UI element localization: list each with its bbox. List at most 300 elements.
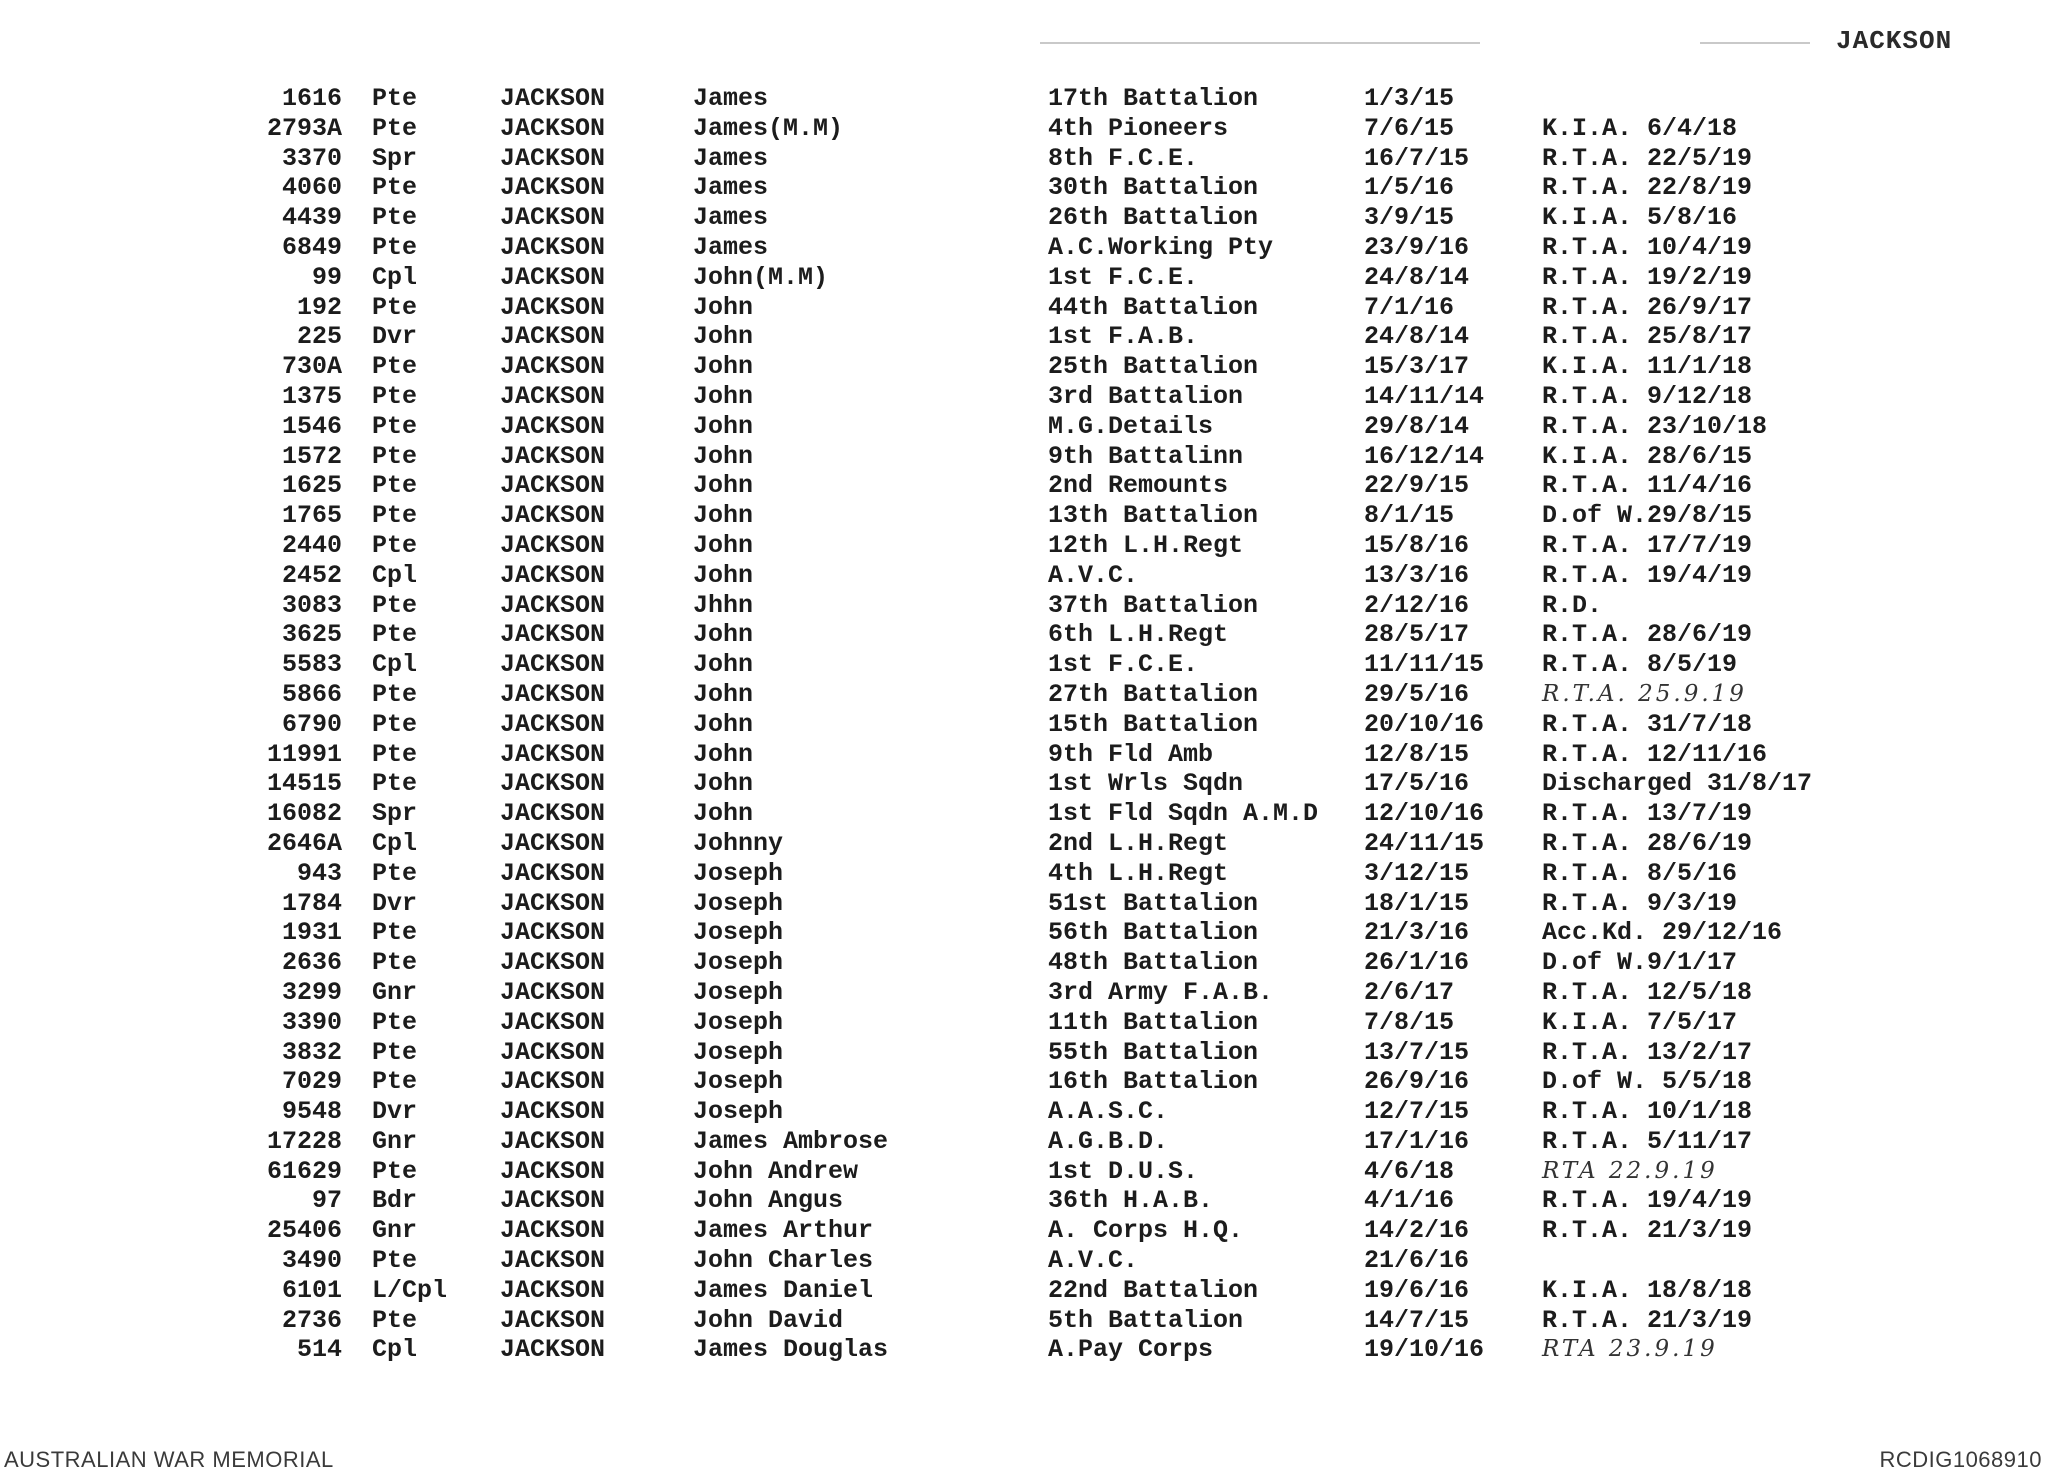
- service-number: 6849: [281, 232, 342, 262]
- record-row: [0, 203, 2048, 233]
- record-row: [0, 1038, 2048, 1068]
- given-names: James: [693, 173, 769, 203]
- given-names: John David: [693, 1305, 844, 1335]
- service-number: 2793A: [266, 113, 342, 143]
- rank: Pte: [372, 173, 418, 203]
- enlistment-date: 14/2/16: [1364, 1216, 1470, 1246]
- surname: JACKSON: [500, 620, 606, 650]
- fate: R.T.A. 19/4/19: [1542, 1186, 1753, 1216]
- unit: 6th L.H.Regt: [1048, 620, 1229, 650]
- unit: 8th F.C.E.: [1048, 143, 1199, 173]
- given-names: John Andrew: [693, 1156, 859, 1186]
- record-row: [0, 1335, 2048, 1365]
- fate: Acc.Kd. 29/12/16: [1542, 918, 1783, 948]
- fate: R.T.A. 10/1/18: [1542, 1097, 1753, 1127]
- given-names: John: [693, 560, 754, 590]
- unit: A. Corps H.Q.: [1048, 1216, 1244, 1246]
- enlistment-date: 19/10/16: [1364, 1335, 1485, 1365]
- unit: A.Pay Corps: [1048, 1335, 1214, 1365]
- fate: D.of W.9/1/17: [1542, 948, 1738, 978]
- rank: Pte: [372, 441, 418, 471]
- fate: RTA 22.9.19: [1542, 1157, 1718, 1184]
- enlistment-date: 23/9/16: [1364, 232, 1470, 262]
- rank: Cpl: [372, 560, 418, 590]
- header-rule-right: [1700, 42, 1810, 44]
- rank: Pte: [372, 1305, 418, 1335]
- rank: Dvr: [372, 1097, 418, 1127]
- unit: 27th Battalion: [1048, 679, 1259, 709]
- given-names: John: [693, 441, 754, 471]
- fate: R.T.A. 13/7/19: [1542, 799, 1753, 829]
- unit: 56th Battalion: [1048, 918, 1259, 948]
- unit: 48th Battalion: [1048, 948, 1259, 978]
- service-number: 225: [296, 322, 342, 352]
- surname: JACKSON: [500, 1007, 606, 1037]
- surname: JACKSON: [500, 411, 606, 441]
- enlistment-date: 15/3/17: [1364, 352, 1470, 382]
- enlistment-date: 18/1/15: [1364, 888, 1470, 918]
- surname: JACKSON: [500, 441, 606, 471]
- unit: 1st Fld Sqdn A.M.D: [1048, 799, 1319, 829]
- service-number: 2452: [281, 560, 342, 590]
- enlistment-date: 4/1/16: [1364, 1186, 1455, 1216]
- fate: K.I.A. 6/4/18: [1542, 113, 1738, 143]
- fate: R.D.: [1542, 590, 1603, 620]
- surname: JACKSON: [500, 1305, 606, 1335]
- unit: 3rd Battalion: [1048, 381, 1244, 411]
- enlistment-date: 14/11/14: [1364, 381, 1485, 411]
- service-number: 61629: [266, 1156, 342, 1186]
- enlistment-date: 13/7/15: [1364, 1037, 1470, 1067]
- unit: 3rd Army F.A.B.: [1048, 977, 1274, 1007]
- rank: Pte: [372, 1067, 418, 1097]
- fate: K.I.A. 5/8/16: [1542, 203, 1738, 233]
- service-number: 2636: [281, 948, 342, 978]
- record-row: [0, 591, 2048, 621]
- fate: R.T.A. 28/6/19: [1542, 828, 1753, 858]
- given-names: John: [693, 411, 754, 441]
- rank: Gnr: [372, 977, 418, 1007]
- rank: Pte: [372, 530, 418, 560]
- surname-header: JACKSON: [1836, 26, 1953, 56]
- surname: JACKSON: [500, 143, 606, 173]
- given-names: James Douglas: [693, 1335, 889, 1365]
- record-row: [0, 1216, 2048, 1246]
- unit: A.V.C.: [1048, 1246, 1139, 1276]
- fate: K.I.A. 18/8/18: [1542, 1275, 1753, 1305]
- fate: R.T.A. 19/2/19: [1542, 262, 1753, 292]
- enlistment-date: 4/6/18: [1364, 1156, 1455, 1186]
- surname: JACKSON: [500, 322, 606, 352]
- rank: Pte: [372, 679, 418, 709]
- service-number: 192: [296, 292, 342, 322]
- record-row: [0, 531, 2048, 561]
- record-row: [0, 263, 2048, 293]
- fate: RTA 23.9.19: [1542, 1336, 1718, 1363]
- service-number: 3490: [281, 1246, 342, 1276]
- surname: JACKSON: [500, 292, 606, 322]
- enlistment-date: 15/8/16: [1364, 530, 1470, 560]
- service-number: 514: [296, 1335, 342, 1365]
- fate: R.T.A. 12/5/18: [1542, 977, 1753, 1007]
- rank: Cpl: [372, 650, 418, 680]
- service-number: 3083: [281, 590, 342, 620]
- enlistment-date: 2/12/16: [1364, 590, 1470, 620]
- enlistment-date: 14/7/15: [1364, 1305, 1470, 1335]
- rank: Gnr: [372, 1126, 418, 1156]
- given-names: James Arthur: [693, 1216, 874, 1246]
- fate: R.T.A. 25/8/17: [1542, 322, 1753, 352]
- enlistment-date: 3/9/15: [1364, 203, 1455, 233]
- given-names: Joseph: [693, 1007, 784, 1037]
- fate: D.of W.29/8/15: [1542, 501, 1753, 531]
- record-row: [0, 382, 2048, 412]
- record-row: [0, 173, 2048, 203]
- given-names: John: [693, 799, 754, 829]
- unit: 22nd Battalion: [1048, 1275, 1259, 1305]
- unit: 1st F.C.E.: [1048, 650, 1199, 680]
- rank: Pte: [372, 590, 418, 620]
- surname: JACKSON: [500, 948, 606, 978]
- service-number: 3832: [281, 1037, 342, 1067]
- record-row: [0, 471, 2048, 501]
- surname: JACKSON: [500, 84, 606, 113]
- surname: JACKSON: [500, 1335, 606, 1365]
- given-names: John: [693, 381, 754, 411]
- unit: 25th Battalion: [1048, 352, 1259, 382]
- service-number: 2646A: [266, 828, 342, 858]
- service-number: 9548: [281, 1097, 342, 1127]
- fate: R.T.A. 10/4/19: [1542, 232, 1753, 262]
- unit: 4th Pioneers: [1048, 113, 1229, 143]
- service-number: 14515: [266, 769, 342, 799]
- service-number: 5583: [281, 650, 342, 680]
- enlistment-date: 20/10/16: [1364, 709, 1485, 739]
- enlistment-date: 7/1/16: [1364, 292, 1455, 322]
- rank: Pte: [372, 858, 418, 888]
- enlistment-date: 16/12/14: [1364, 441, 1485, 471]
- enlistment-date: 28/5/17: [1364, 620, 1470, 650]
- rank: Pte: [372, 948, 418, 978]
- given-names: Joseph: [693, 977, 784, 1007]
- fate: R.T.A. 11/4/16: [1542, 471, 1753, 501]
- fate: R.T.A. 21/3/19: [1542, 1216, 1753, 1246]
- given-names: John: [693, 292, 754, 322]
- enlistment-date: 12/7/15: [1364, 1097, 1470, 1127]
- unit: 51st Battalion: [1048, 888, 1259, 918]
- record-row: [0, 1127, 2048, 1157]
- surname: JACKSON: [500, 560, 606, 590]
- record-row: [0, 144, 2048, 174]
- surname: JACKSON: [500, 888, 606, 918]
- given-names: James Daniel: [693, 1275, 874, 1305]
- given-names: Joseph: [693, 858, 784, 888]
- enlistment-date: 1/5/16: [1364, 173, 1455, 203]
- given-names: John: [693, 769, 754, 799]
- rank: Pte: [372, 1007, 418, 1037]
- surname: JACKSON: [500, 1216, 606, 1246]
- enlistment-date: 21/6/16: [1364, 1246, 1470, 1276]
- surname: JACKSON: [500, 858, 606, 888]
- rank: Pte: [372, 918, 418, 948]
- record-row: [0, 352, 2048, 382]
- service-number: 1616: [281, 84, 342, 113]
- record-row: [0, 1067, 2048, 1097]
- enlistment-date: 1/3/15: [1364, 84, 1455, 113]
- fate: R.T.A. 19/4/19: [1542, 560, 1753, 590]
- record-row: [0, 1008, 2048, 1038]
- surname: JACKSON: [500, 381, 606, 411]
- surname: JACKSON: [500, 1275, 606, 1305]
- given-names: John Charles: [693, 1246, 874, 1276]
- rank: Pte: [372, 411, 418, 441]
- record-row: [0, 978, 2048, 1008]
- surname: JACKSON: [500, 530, 606, 560]
- given-names: John: [693, 650, 754, 680]
- unit: 16th Battalion: [1048, 1067, 1259, 1097]
- rank: Cpl: [372, 1335, 418, 1365]
- enlistment-date: 2/6/17: [1364, 977, 1455, 1007]
- enlistment-date: 7/8/15: [1364, 1007, 1455, 1037]
- given-names: Joseph: [693, 1097, 784, 1127]
- service-number: 25406: [266, 1216, 342, 1246]
- rank: Pte: [372, 501, 418, 531]
- rank: Cpl: [372, 262, 418, 292]
- given-names: Joseph: [693, 1037, 784, 1067]
- record-row: [0, 889, 2048, 919]
- unit: 5th Battalion: [1048, 1305, 1244, 1335]
- service-number: 6101: [281, 1275, 342, 1305]
- surname: JACKSON: [500, 232, 606, 262]
- unit: A.A.S.C.: [1048, 1097, 1169, 1127]
- service-number: 4439: [281, 203, 342, 233]
- enlistment-date: 8/1/15: [1364, 501, 1455, 531]
- given-names: John: [693, 501, 754, 531]
- fate: R.T.A. 5/11/17: [1542, 1126, 1753, 1156]
- enlistment-date: 29/8/14: [1364, 411, 1470, 441]
- service-number: 730A: [281, 352, 342, 382]
- fate: D.of W. 5/5/18: [1542, 1067, 1753, 1097]
- rank: Pte: [372, 769, 418, 799]
- rank: Gnr: [372, 1216, 418, 1246]
- surname: JACKSON: [500, 1126, 606, 1156]
- unit: 44th Battalion: [1048, 292, 1259, 322]
- given-names: Johnny: [693, 828, 784, 858]
- enlistment-date: 24/8/14: [1364, 322, 1470, 352]
- unit: 1st Wrls Sqdn: [1048, 769, 1244, 799]
- rank: Pte: [372, 620, 418, 650]
- service-number: 16082: [266, 799, 342, 829]
- record-row: [0, 114, 2048, 144]
- service-number: 5866: [281, 679, 342, 709]
- rank: Pte: [372, 292, 418, 322]
- surname: JACKSON: [500, 173, 606, 203]
- unit: M.G.Details: [1048, 411, 1214, 441]
- enlistment-date: 22/9/15: [1364, 471, 1470, 501]
- surname: JACKSON: [500, 1067, 606, 1097]
- fate: R.T.A. 22/5/19: [1542, 143, 1753, 173]
- record-row: [0, 799, 2048, 829]
- service-number: 1572: [281, 441, 342, 471]
- enlistment-date: 24/11/15: [1364, 828, 1485, 858]
- fate: R.T.A. 12/11/16: [1542, 739, 1768, 769]
- rank: Pte: [372, 471, 418, 501]
- service-number: 3625: [281, 620, 342, 650]
- fate: R.T.A. 9/12/18: [1542, 381, 1753, 411]
- given-names: John(M.M): [693, 262, 829, 292]
- rank: Cpl: [372, 828, 418, 858]
- surname: JACKSON: [500, 1156, 606, 1186]
- enlistment-date: 16/7/15: [1364, 143, 1470, 173]
- footer-reference: RCDIG1068910: [1879, 1447, 2042, 1472]
- service-number: 17228: [266, 1126, 342, 1156]
- surname: JACKSON: [500, 709, 606, 739]
- surname: JACKSON: [500, 799, 606, 829]
- fate: K.I.A. 28/6/15: [1542, 441, 1753, 471]
- enlistment-date: 24/8/14: [1364, 262, 1470, 292]
- fate: R.T.A. 28/6/19: [1542, 620, 1753, 650]
- surname: JACKSON: [500, 828, 606, 858]
- service-number: 1625: [281, 471, 342, 501]
- surname: JACKSON: [500, 352, 606, 382]
- fate: Discharged 31/8/17: [1542, 769, 1813, 799]
- record-row: [0, 322, 2048, 352]
- surname: JACKSON: [500, 203, 606, 233]
- surname: JACKSON: [500, 113, 606, 143]
- record-row: [0, 1276, 2048, 1306]
- surname: JACKSON: [500, 1097, 606, 1127]
- unit: 17th Battalion: [1048, 84, 1259, 113]
- service-number: 7029: [281, 1067, 342, 1097]
- rank: Spr: [372, 143, 418, 173]
- service-number: 1931: [281, 918, 342, 948]
- service-number: 11991: [266, 739, 342, 769]
- service-number: 1546: [281, 411, 342, 441]
- fate: R.T.A. 13/2/17: [1542, 1037, 1753, 1067]
- rank: Dvr: [372, 322, 418, 352]
- unit: 1st F.A.B.: [1048, 322, 1199, 352]
- given-names: James(M.M): [693, 113, 844, 143]
- surname: JACKSON: [500, 977, 606, 1007]
- rank: Pte: [372, 113, 418, 143]
- unit: A.G.B.D.: [1048, 1126, 1169, 1156]
- enlistment-date: 26/9/16: [1364, 1067, 1470, 1097]
- unit: 9th Fld Amb: [1048, 739, 1214, 769]
- enlistment-date: 7/6/15: [1364, 113, 1455, 143]
- unit: 15th Battalion: [1048, 709, 1259, 739]
- service-number: 6790: [281, 709, 342, 739]
- rank: Pte: [372, 381, 418, 411]
- service-number: 2736: [281, 1305, 342, 1335]
- given-names: John: [693, 679, 754, 709]
- enlistment-date: 12/8/15: [1364, 739, 1470, 769]
- rank: Pte: [372, 1037, 418, 1067]
- given-names: James Ambrose: [693, 1126, 889, 1156]
- record-row: [0, 1097, 2048, 1127]
- surname: JACKSON: [500, 918, 606, 948]
- rank: Bdr: [372, 1186, 418, 1216]
- given-names: John: [693, 530, 754, 560]
- service-number: 1375: [281, 381, 342, 411]
- given-names: James: [693, 232, 769, 262]
- record-row: [0, 650, 2048, 680]
- fate: R.T.A. 23/10/18: [1542, 411, 1768, 441]
- unit: 37th Battalion: [1048, 590, 1259, 620]
- unit: 1st D.U.S.: [1048, 1156, 1199, 1186]
- fate: K.I.A. 7/5/17: [1542, 1007, 1738, 1037]
- record-row: [0, 829, 2048, 859]
- enlistment-date: 13/3/16: [1364, 560, 1470, 590]
- given-names: John: [693, 322, 754, 352]
- fate: R.T.A. 21/3/19: [1542, 1305, 1753, 1335]
- enlistment-date: 11/11/15: [1364, 650, 1485, 680]
- surname: JACKSON: [500, 769, 606, 799]
- given-names: John Angus: [693, 1186, 844, 1216]
- service-number: 97: [311, 1186, 342, 1216]
- surname: JACKSON: [500, 650, 606, 680]
- footer-institution: AUSTRALIAN WAR MEMORIAL: [4, 1447, 334, 1472]
- unit: 36th H.A.B.: [1048, 1186, 1214, 1216]
- enlistment-date: 26/1/16: [1364, 948, 1470, 978]
- given-names: John: [693, 620, 754, 650]
- unit: 13th Battalion: [1048, 501, 1259, 531]
- header-rule-left: [1040, 42, 1480, 44]
- surname: JACKSON: [500, 739, 606, 769]
- unit: 9th Battalinn: [1048, 441, 1244, 471]
- given-names: Joseph: [693, 918, 784, 948]
- service-number: 943: [296, 858, 342, 888]
- surname: JACKSON: [500, 1246, 606, 1276]
- enlistment-date: 17/5/16: [1364, 769, 1470, 799]
- given-names: John: [693, 739, 754, 769]
- fate: R.T.A. 9/3/19: [1542, 888, 1738, 918]
- unit: 26th Battalion: [1048, 203, 1259, 233]
- given-names: James: [693, 143, 769, 173]
- surname: JACKSON: [500, 1037, 606, 1067]
- rank: Pte: [372, 352, 418, 382]
- record-row: [0, 442, 2048, 472]
- service-number: 4060: [281, 173, 342, 203]
- unit: A.C.Working Pty: [1048, 232, 1274, 262]
- service-number: 3370: [281, 143, 342, 173]
- rank: Spr: [372, 799, 418, 829]
- surname: JACKSON: [500, 471, 606, 501]
- given-names: Joseph: [693, 1067, 784, 1097]
- record-row: [0, 1246, 2048, 1276]
- unit: A.V.C.: [1048, 560, 1139, 590]
- given-names: James: [693, 84, 769, 113]
- fate: R.T.A. 8/5/16: [1542, 858, 1738, 888]
- rank: Pte: [372, 232, 418, 262]
- unit: 2nd Remounts: [1048, 471, 1229, 501]
- fate: R.T.A. 17/7/19: [1542, 530, 1753, 560]
- record-row: [0, 412, 2048, 442]
- record-row: [0, 620, 2048, 650]
- fate: R.T.A. 26/9/17: [1542, 292, 1753, 322]
- service-number: 99: [311, 262, 342, 292]
- record-row: [0, 859, 2048, 889]
- record-row: [0, 293, 2048, 323]
- service-number: 1784: [281, 888, 342, 918]
- surname: JACKSON: [500, 679, 606, 709]
- nominal-roll-list: [0, 84, 2048, 1365]
- fate: K.I.A. 11/1/18: [1542, 352, 1753, 382]
- record-row: [0, 948, 2048, 978]
- service-number: 2440: [281, 530, 342, 560]
- given-names: John: [693, 471, 754, 501]
- fate: R.T.A. 8/5/19: [1542, 650, 1738, 680]
- rank: Pte: [372, 1156, 418, 1186]
